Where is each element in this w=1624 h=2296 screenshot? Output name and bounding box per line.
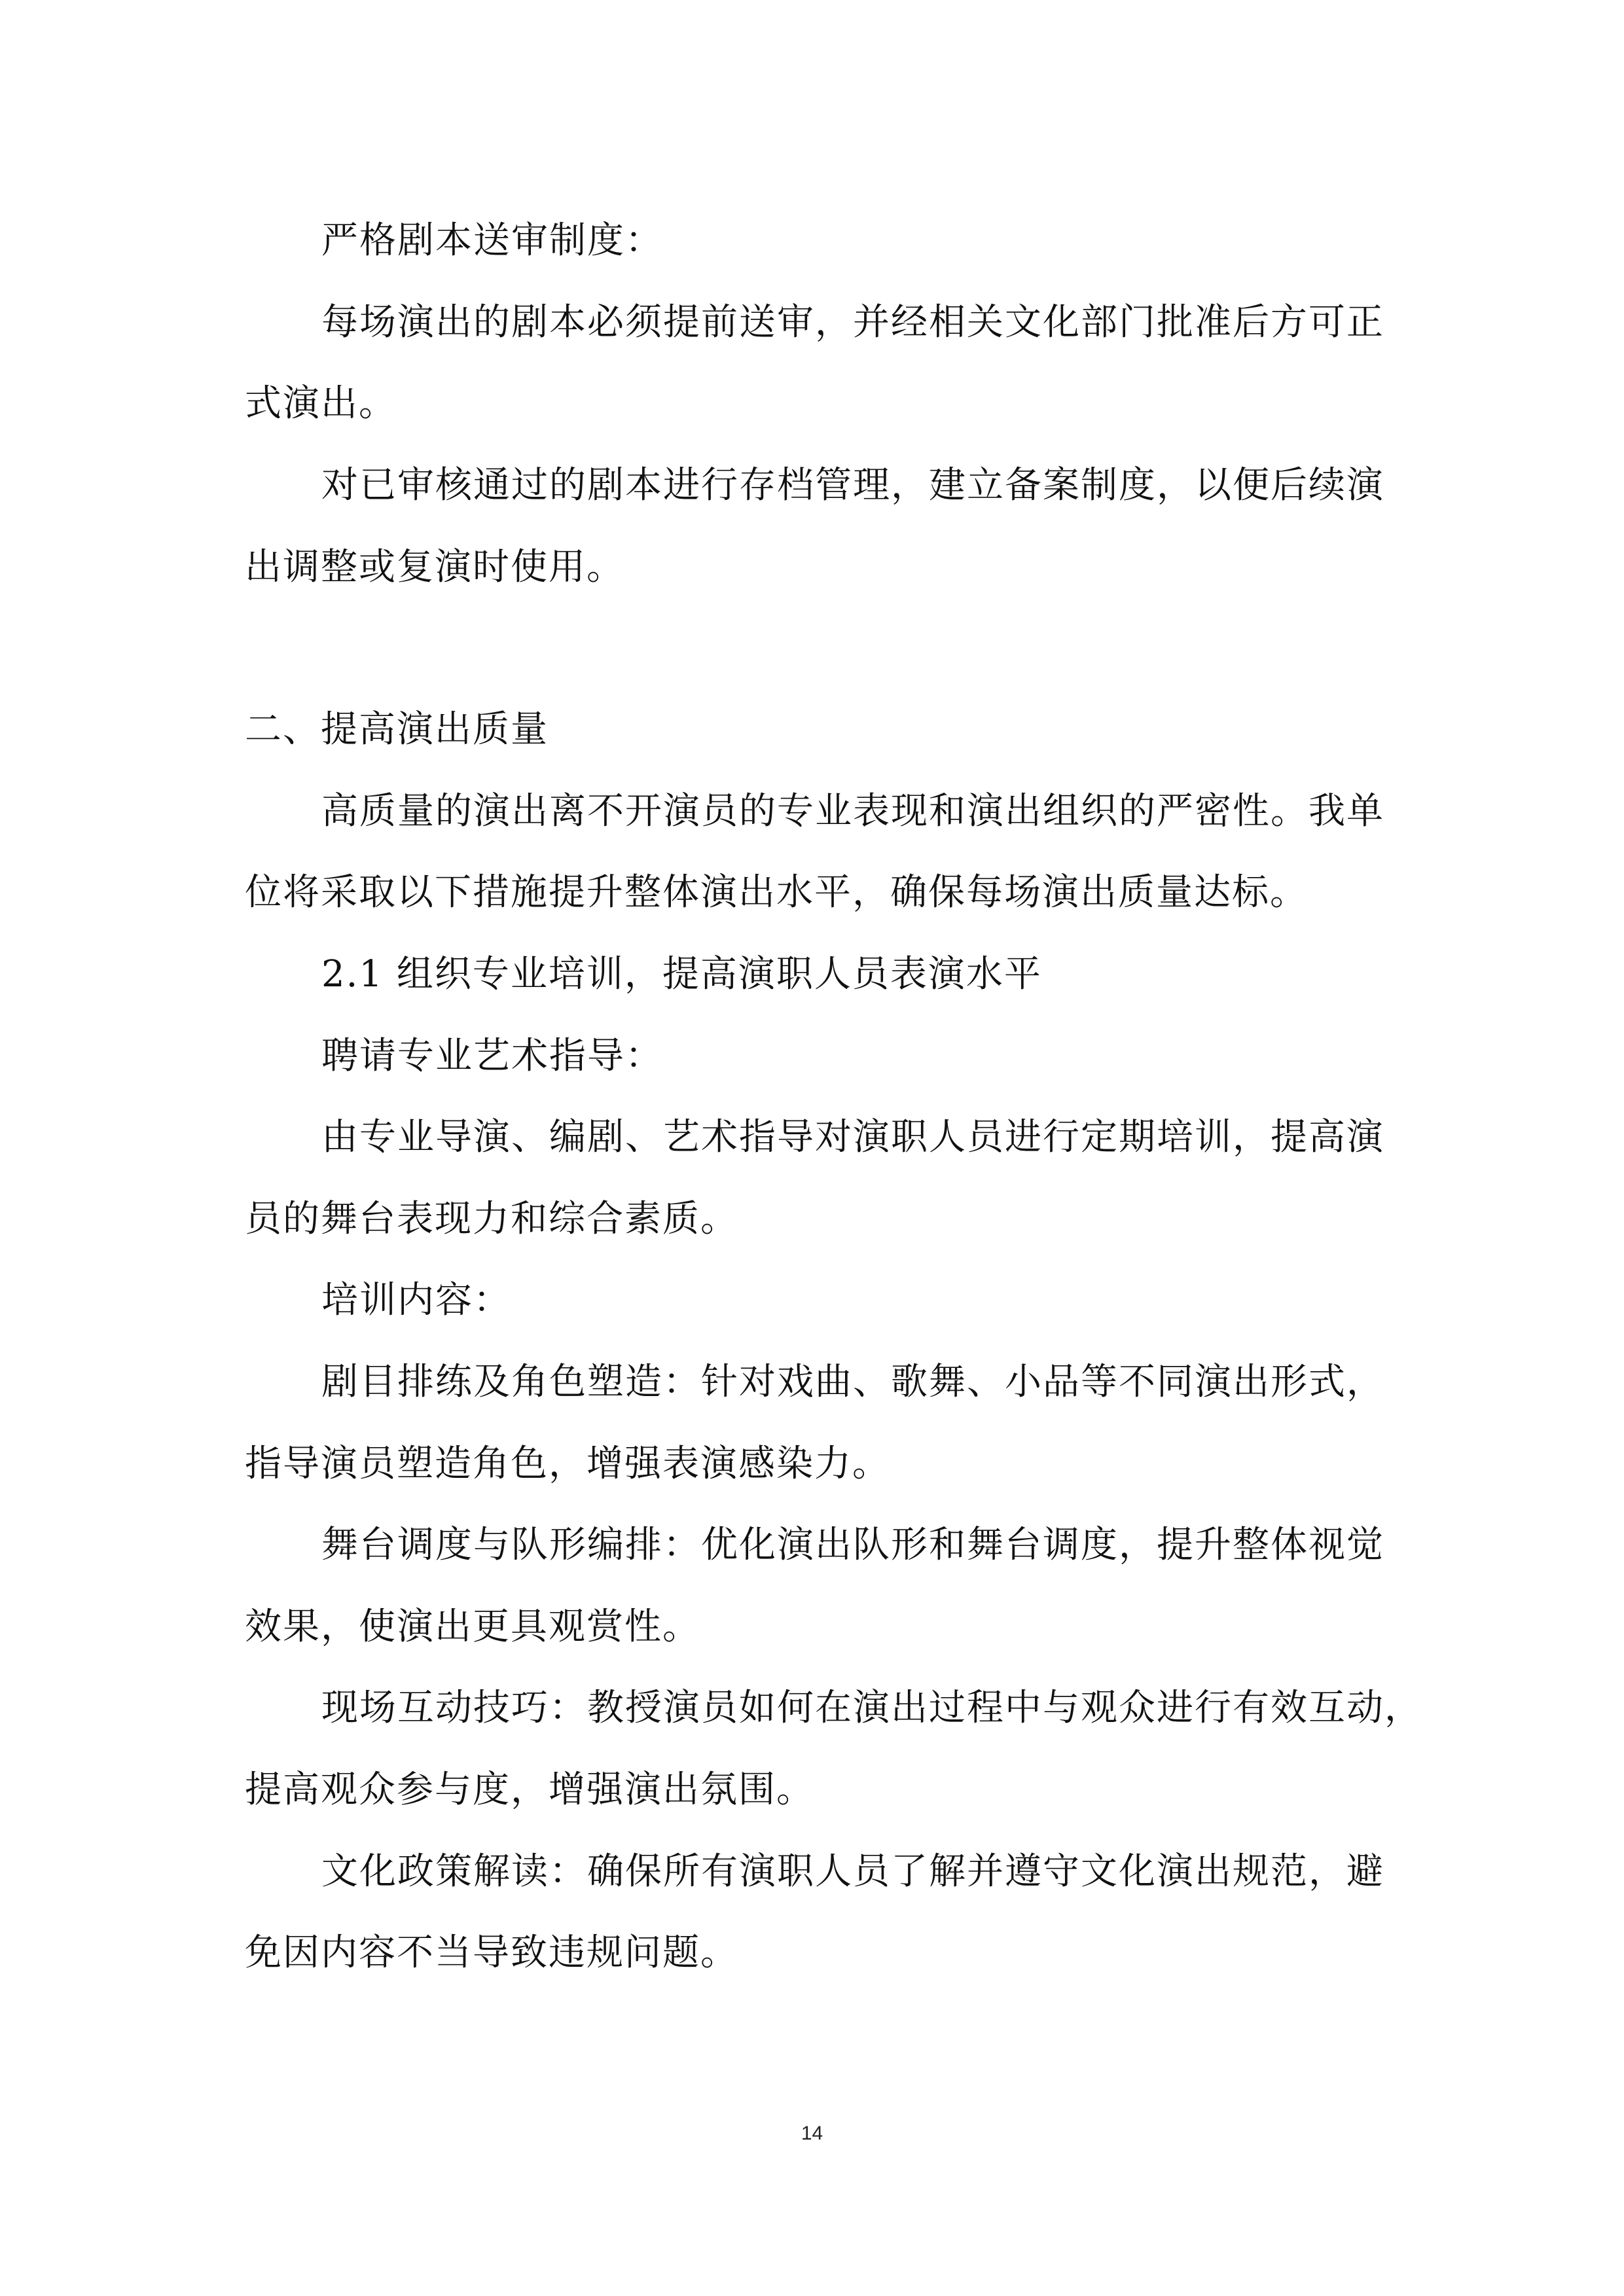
paragraph-heading-training-content: 培训内容： — [321, 1279, 511, 1321]
section-heading: 二、提高演出质量 — [245, 708, 549, 751]
paragraph-line: 出调整或复演时使用。 — [245, 546, 624, 588]
paragraph-line: 舞台调度与队形编排：优化演出队形和舞台调度，提升整体视觉 — [321, 1524, 1384, 1566]
paragraph-line: 效果，使演出更具观赏性。 — [245, 1605, 700, 1648]
paragraph-line: 每场演出的剧本必须提前送审，并经相关文化部门批准后方可正 — [321, 301, 1384, 344]
subsection-heading: 2.1 组织专业培训，提高演职人员表演水平 — [321, 953, 1042, 996]
paragraph-line: 免因内容不当导致违规问题。 — [245, 1931, 738, 1974]
paragraph-line: 剧目排练及角色塑造：针对戏曲、歌舞、小品等不同演出形式， — [321, 1361, 1384, 1403]
page-number: 14 — [801, 2123, 823, 2144]
paragraph-line: 现场互动技巧：教授演员如何在演出过程中与观众进行有效互动， — [321, 1687, 1422, 1729]
paragraph-line: 文化政策解读：确保所有演职人员了解并遵守文化演出规范，避 — [321, 1850, 1384, 1893]
paragraph-line: 式演出。 — [245, 382, 397, 425]
paragraph-line: 位将采取以下措施提升整体演出水平，确保每场演出质量达标。 — [245, 871, 1308, 914]
paragraph-line: 高质量的演出离不开演员的专业表现和演出组织的严密性。我单 — [321, 790, 1384, 833]
paragraph-line: 提高观众参与度，增强演出氛围。 — [245, 1768, 814, 1811]
paragraph-line: 员的舞台表现力和综合素质。 — [245, 1198, 738, 1240]
paragraph-heading-art-guidance: 聘请专业艺术指导： — [321, 1035, 663, 1077]
paragraph-line: 由专业导演、编剧、艺术指导对演职人员进行定期培训，提高演 — [321, 1116, 1384, 1158]
paragraph-line: 指导演员塑造角色，增强表演感染力。 — [245, 1443, 890, 1485]
paragraph-line: 对已审核通过的剧本进行存档管理，建立备案制度，以便后续演 — [321, 464, 1384, 507]
paragraph-heading-script-review: 严格剧本送审制度： — [321, 219, 663, 262]
